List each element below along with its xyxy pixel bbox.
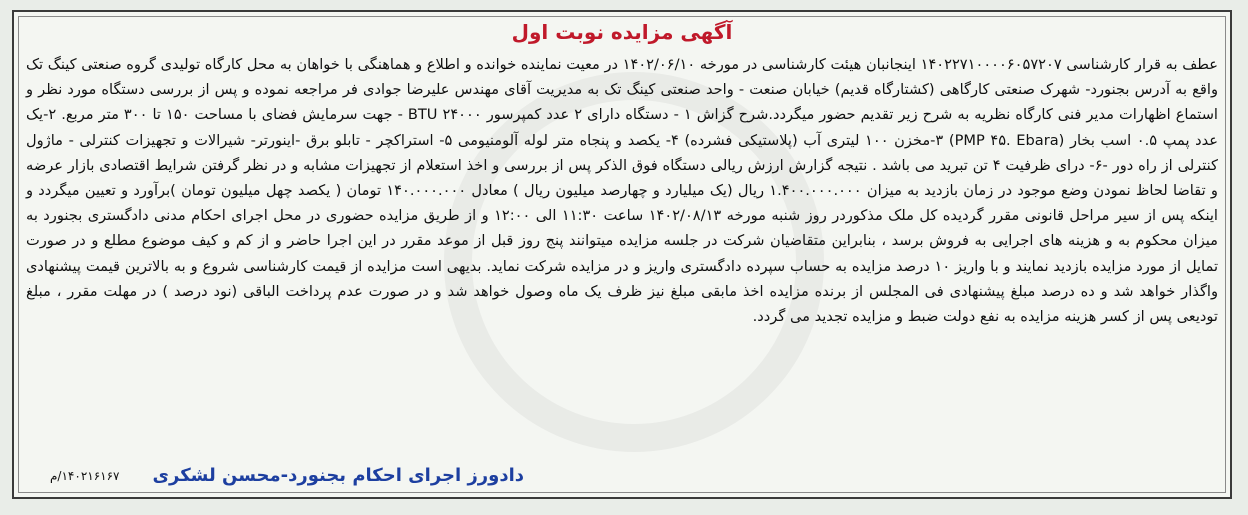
- notice-code: ۱۴۰۲۱۶۱۶۷/م: [50, 469, 120, 483]
- notice-title: آگهی مزایده نوبت اول: [511, 20, 733, 44]
- notice-frame: [12, 10, 1232, 499]
- notice-footer: [30, 465, 1214, 489]
- notice-body: عطف به قرار کارشناسی ۱۴۰۲۲۷۱۰۰۰۰۶۰۵۷۲۰۷ اینجانبان هیئت کارشناسی در مورخه ۱۴۰۲/۰۶/۱۰ در معیت نماینده خوانده و اطلاع و هماهنگی با خواهان به محل کارگاه تولیدی گروه صنعتی کینگ تک واقع به آدرس بجنورد- شهرک صنعتی کارگاهی (کشتارگاه قدیم) خیابان صنعت - واحد صنعتی کینگ تک به مدیریت آقای مهندس علیرضا جوادی فر مراجعه نموده و پس از بررسی دستگاه مورد نظر و استماع اظهارات مدیر فنی کارگاه نظریه به شرح زیر تقدیم حضور میگردد.شرح گزاش ۱ - دستگاه دارای ۲ عدد کمپرسور BTU ۲۴۰۰۰ - جهت سرمایش فضای با مساحت ۱۵۰ تا ۳۰۰ متر مربع. ۲-یک عدد پمپ ۰.۵ اسب بخار (PMP ۴۵. Ebara) ۳-مخزن ۱۰۰ لیتری آب (پلاستیکی فشرده) ۴- یکصد و پنجاه متر لوله آلومنیومی ۵- استراکچر - تابلو برق -اینورتر- شیرالات و تجهیزات کنترلی - ماژول کنترلی از راه دور -۶- درای ظرفیت ۴ تن تبرید می باشد . نتیجه گزارش ارزش ریالی دستگاه فوق الذکر پس از بررسی و اخذ استعلام از تجهیزات مشابه و در نظر گرفتن شرایط اقتصادی بازار عرضه و تقاضا لحاظ نمودن وضع موجود در زمان بازدید به میزان ۱.۴۰۰.۰۰۰.۰۰۰ ریال (یک میلیارد و چهارصد میلیون ریال ) معادل ۱۴۰.۰۰۰.۰۰۰ تومان ( یکصد چهل میلیون تومان )برآورد و تعیین میگردد و اینکه پس از سیر مراحل قانونی مقرر گردیده کل ملک مذکوردر روز شنبه مورخه ۱۴۰۲/۰۸/۱۳ ساعت ۱۱:۳۰ الی ۱۲:۰۰ و از طریق مزایده حضوری در محل اجرای احکام مدنی دادگستری بجنورد به میزان محکوم به و هزینه های اجرایی به فروش برسد ، بنابراین متقاضیان شرکت در جلسه مزایده میتوانند پنج روز قبل از موعد مقرر در این اجرا حاضر و از کم و کیف موضوع مطلع و در صورت تمایل از مورد مزایده بازدید نمایند و با واریز ۱۰ درصد مزایده به حساب سپرده دادگستری واریز و در مزایده شرکت نماید. بدیهی است مزایده از قیمت کارشناسی شروع و به بالاترین قیمت پیشنهادی واگذار خواهد شد و ده درصد مبلغ پیشنهادی فی المجلس از برنده مزایده اخذ مابقی مبلغ نیز ظرف یک ماه وصول خواهد شد و در صورت عدم پرداخت الباقی (نود درصد ) در مهلت مقرر ، مبلغ تودیعی پس از کسر هزینه مزایده به نفع دولت ضبط و مزایده تجدید می گردد.: [26, 56, 1219, 326]
- signature: دادورز اجرای احکام بجنورد-محسن لشکری: [152, 465, 524, 486]
